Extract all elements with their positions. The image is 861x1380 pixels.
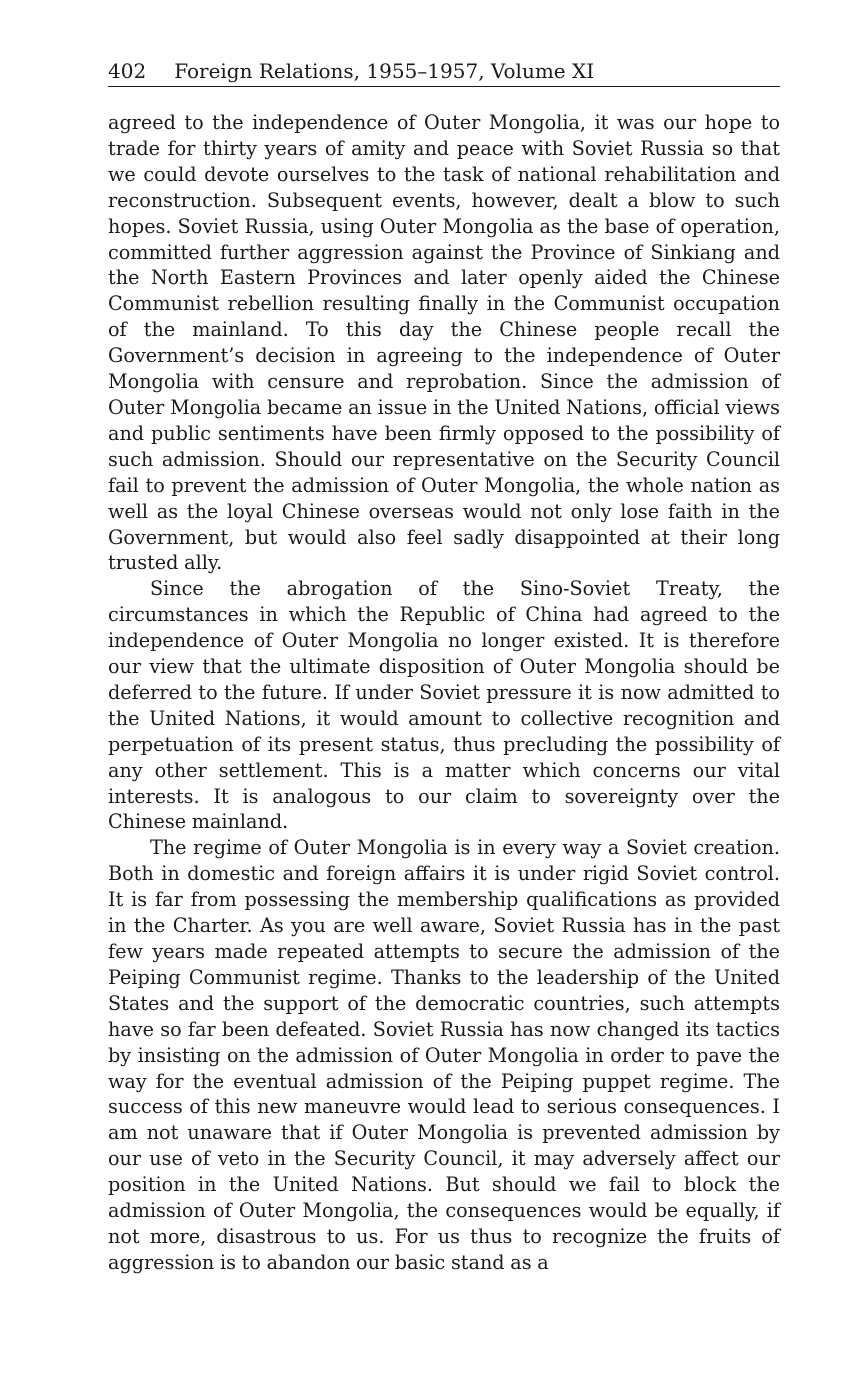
paragraph-sino-soviet-treaty: Since the abrogation of the Sino-Soviet Treaty, the circumstances in which the Republic of China had agreed to the independence of Outer Mongolia no longer existed. It is therefore our view that the ultimate disposition of Outer Mongolia should be deferred to the future. If under Soviet pressure it is now admitted to the United Nations, it would amount to collective recognition and perpetuation of its present status, thus precluding the possibility of any other settlement. This is a matter which concerns our vital interests. It is analogous to our claim to sovereignty over the Chinese mainland.: [108, 577, 780, 834]
document-page: [108, 58, 780, 1276]
paragraph-continued: agreed to the independence of Outer Mongolia, it was our hope to trade for thirty years of amity and peace with Soviet Russia so that we could devote ourselves to the task of national rehabilitation and reconstruction. Subsequent events, however, dealt a blow to such hopes. Soviet Russia, using Outer Mongolia as the base of operation, committed further aggression against the Province of Sinkiang and the North Eastern Provinces and later openly aided the Chinese Communist rebellion resulting finally in the Communist occupation of the mainland. To this day the Chinese people recall the Government’s decision in agreeing to the independence of Outer Mongolia with censure and reprobation. Since the admission of Outer Mongolia became an issue in the United Nations, official views and public sentiments have been firmly opposed to the possibility of such admission. Should our representative on the Security Council fail to prevent the admission of Outer Mongolia, the whole nation as well as the loyal Chinese overseas would not only lose faith in the Government, but would also feel sadly disappointed at their long trusted ally.: [108, 111, 780, 575]
running-title: Foreign Relations, 1955–1957, Volume XI: [174, 59, 595, 83]
page-number: 402: [108, 59, 147, 83]
body-text: [108, 110, 780, 1276]
running-header: [108, 58, 780, 87]
paragraph-soviet-creation: The regime of Outer Mongolia is in every way a Soviet creation. Both in domestic and foreign affairs it is under rigid Soviet control. It is far from possessing the membership qualifications as provided in the Charter. As you are well aware, Soviet Russia has in the past few years made repeated attempts to secure the admission of the Peiping Communist regime. Thanks to the leadership of the United States and the support of the democratic countries, such attempts have so far been defeated. Soviet Russia has now changed its tactics by insisting on the admission of Outer Mongolia in order to pave the way for the eventual admission of the Peiping puppet regime. The success of this new maneuvre would lead to serious consequences. I am not unaware that if Outer Mongolia is prevented admission by our use of veto in the Security Council, it may adversely affect our position in the United Nations. But should we fail to block the admission of Outer Mongolia, the consequences would be equally, if not more, disastrous to us. For us thus to recognize the fruits of aggression is to abandon our basic stand as a: [108, 836, 780, 1274]
